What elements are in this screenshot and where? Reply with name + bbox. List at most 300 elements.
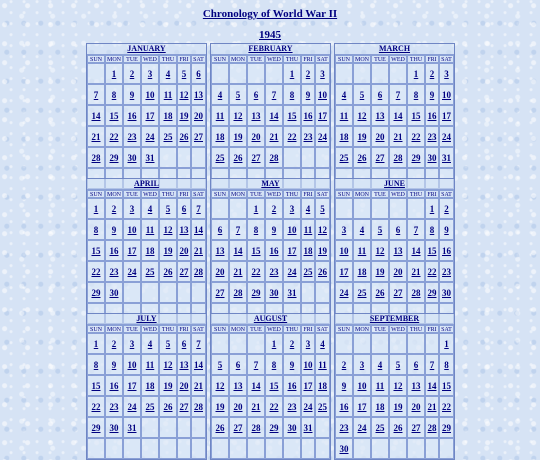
day-link[interactable]: 11	[315, 354, 330, 375]
day-link[interactable]: 10	[123, 219, 141, 240]
day-link[interactable]: 29	[439, 417, 454, 438]
day-link[interactable]: 24	[283, 261, 301, 282]
day-link[interactable]: 14	[407, 240, 425, 261]
day-link[interactable]: 27	[247, 147, 265, 168]
day-link[interactable]: 2	[425, 63, 439, 84]
day-link[interactable]: 7	[229, 219, 247, 240]
day-link[interactable]: 31	[301, 417, 315, 438]
day-link[interactable]: 11	[335, 105, 353, 126]
day-link[interactable]: 1	[439, 333, 454, 354]
day-link[interactable]: 12	[159, 219, 177, 240]
day-link[interactable]: 25	[371, 417, 389, 438]
day-link[interactable]: 15	[407, 105, 425, 126]
empty-day-cell	[371, 63, 389, 84]
day-link[interactable]: 19	[211, 396, 229, 417]
day-link[interactable]: 15	[87, 375, 105, 396]
weekday-header: TUE	[371, 325, 389, 333]
day-link[interactable]: 4	[335, 84, 353, 105]
day-link[interactable]: 17	[123, 375, 141, 396]
day-link[interactable]: 6	[177, 198, 191, 219]
day-link[interactable]: 29	[425, 282, 439, 303]
day-link[interactable]: 29	[247, 282, 265, 303]
day-link[interactable]: 30	[425, 147, 439, 168]
day-link[interactable]: 20	[371, 126, 389, 147]
day-link[interactable]: 7	[191, 198, 206, 219]
weekday-header: TUE	[247, 190, 265, 198]
day-link[interactable]: 16	[335, 396, 353, 417]
day-link[interactable]: 27	[177, 396, 191, 417]
day-link[interactable]: 12	[159, 354, 177, 375]
day-link[interactable]: 6	[229, 354, 247, 375]
day-link[interactable]: 23	[425, 126, 439, 147]
month-august	[210, 313, 331, 460]
day-link[interactable]: 10	[439, 84, 454, 105]
day-link[interactable]: 14	[87, 105, 105, 126]
day-link[interactable]: 24	[353, 417, 371, 438]
day-link[interactable]: 7	[389, 84, 407, 105]
day-link[interactable]: 30	[123, 147, 141, 168]
day-link[interactable]: 12	[229, 105, 247, 126]
day-link[interactable]: 30	[265, 282, 283, 303]
day-link[interactable]: 27	[211, 282, 229, 303]
day-link[interactable]: 25	[315, 396, 330, 417]
day-link[interactable]: 23	[301, 126, 315, 147]
day-link[interactable]: 22	[87, 261, 105, 282]
day-link[interactable]: 11	[211, 105, 229, 126]
day-link[interactable]: 23	[439, 261, 454, 282]
day-link[interactable]: 19	[159, 375, 177, 396]
day-link[interactable]: 10	[335, 240, 353, 261]
day-link[interactable]: 23	[105, 396, 123, 417]
empty-day-cell	[371, 333, 389, 354]
day-link[interactable]: 5	[159, 198, 177, 219]
day-link[interactable]: 30	[283, 417, 301, 438]
day-link[interactable]: 25	[141, 396, 159, 417]
empty-day-cell	[211, 438, 229, 459]
day-link[interactable]: 17	[315, 105, 330, 126]
day-link[interactable]: 7	[407, 219, 425, 240]
page-title[interactable]: Chronology of World War II	[202, 8, 338, 20]
day-link[interactable]: 23	[105, 261, 123, 282]
day-link[interactable]: 16	[123, 105, 141, 126]
day-link[interactable]: 22	[283, 126, 301, 147]
day-link[interactable]: 4	[371, 354, 389, 375]
day-link[interactable]: 18	[315, 375, 330, 396]
day-link[interactable]: 20	[177, 375, 191, 396]
day-link[interactable]: 4	[159, 63, 177, 84]
day-link[interactable]: 28	[265, 147, 283, 168]
day-link[interactable]: 26	[389, 417, 407, 438]
day-link[interactable]: 11	[371, 375, 389, 396]
day-link[interactable]: 19	[353, 126, 371, 147]
day-link[interactable]: 18	[301, 240, 315, 261]
day-link[interactable]: 4	[211, 84, 229, 105]
day-link[interactable]: 8	[87, 219, 105, 240]
day-link[interactable]: 16	[301, 105, 315, 126]
day-link[interactable]: 27	[177, 261, 191, 282]
day-link[interactable]: 8	[265, 354, 283, 375]
day-link[interactable]: 28	[425, 417, 439, 438]
day-link[interactable]: 5	[177, 63, 191, 84]
year-link[interactable]: 1945	[259, 29, 281, 41]
day-link[interactable]: 1	[407, 63, 425, 84]
day-link[interactable]: 2	[301, 63, 315, 84]
day-link[interactable]: 14	[229, 240, 247, 261]
day-link[interactable]: 9	[123, 84, 141, 105]
day-link[interactable]: 30	[105, 282, 123, 303]
day-link[interactable]: 5	[229, 84, 247, 105]
month-name-link[interactable]: FEBRUARY	[211, 44, 330, 55]
day-link[interactable]: 27	[389, 282, 407, 303]
weekday-header: THU	[407, 190, 425, 198]
day-link[interactable]: 19	[389, 396, 407, 417]
day-link[interactable]: 22	[105, 126, 123, 147]
day-link[interactable]: 5	[159, 333, 177, 354]
day-link[interactable]: 13	[177, 219, 191, 240]
day-link[interactable]: 8	[407, 84, 425, 105]
day-link[interactable]: 17	[283, 240, 301, 261]
month-name-link[interactable]: JUNE	[335, 179, 454, 190]
day-link[interactable]: 15	[87, 240, 105, 261]
day-link[interactable]: 2	[265, 198, 283, 219]
day-link[interactable]: 30	[105, 417, 123, 438]
day-link[interactable]: 11	[141, 354, 159, 375]
weekday-header: SAT	[191, 325, 206, 333]
day-link[interactable]: 26	[159, 261, 177, 282]
day-link[interactable]: 10	[301, 354, 315, 375]
day-link[interactable]: 28	[191, 261, 206, 282]
day-link[interactable]: 13	[407, 375, 425, 396]
day-link[interactable]: 9	[265, 219, 283, 240]
day-link[interactable]: 3	[301, 333, 315, 354]
day-link[interactable]: 12	[315, 219, 330, 240]
day-link[interactable]: 6	[191, 63, 206, 84]
day-link[interactable]: 20	[191, 105, 206, 126]
month-name-link[interactable]: JULY	[87, 314, 206, 325]
day-link[interactable]: 13	[247, 105, 265, 126]
day-link[interactable]: 3	[315, 63, 330, 84]
day-link[interactable]: 7	[87, 84, 105, 105]
day-link[interactable]: 21	[191, 375, 206, 396]
weekday-header: MON	[230, 327, 245, 333]
day-link[interactable]: 24	[335, 282, 353, 303]
day-link[interactable]: 25	[211, 147, 229, 168]
day-link[interactable]: 21	[229, 261, 247, 282]
day-link[interactable]: 1	[87, 198, 105, 219]
day-link[interactable]: 3	[123, 198, 141, 219]
day-link[interactable]: 6	[247, 84, 265, 105]
day-link[interactable]: 24	[141, 126, 159, 147]
day-link[interactable]: 15	[265, 375, 283, 396]
day-link[interactable]: 2	[439, 198, 454, 219]
day-link[interactable]: 31	[141, 147, 159, 168]
day-link[interactable]: 6	[371, 84, 389, 105]
day-link[interactable]: 2	[105, 198, 123, 219]
day-link[interactable]: 12	[371, 240, 389, 261]
day-link[interactable]: 28	[87, 147, 105, 168]
day-link[interactable]: 12	[353, 105, 371, 126]
day-link[interactable]: 24	[301, 396, 315, 417]
day-link[interactable]: 21	[407, 261, 425, 282]
day-link[interactable]: 11	[159, 84, 177, 105]
day-link[interactable]: 4	[141, 198, 159, 219]
day-link[interactable]: 27	[371, 147, 389, 168]
month-name-link[interactable]: APRIL	[87, 179, 206, 190]
day-link[interactable]: 22	[439, 396, 454, 417]
day-link[interactable]: 19	[177, 105, 191, 126]
day-link[interactable]: 13	[389, 240, 407, 261]
day-link[interactable]: 10	[353, 375, 371, 396]
day-link[interactable]: 4	[353, 219, 371, 240]
day-link[interactable]: 28	[191, 396, 206, 417]
day-link[interactable]: 16	[425, 105, 439, 126]
day-link[interactable]: 3	[123, 333, 141, 354]
day-link[interactable]: 18	[141, 375, 159, 396]
day-link[interactable]: 2	[123, 63, 141, 84]
day-link[interactable]: 20	[229, 396, 247, 417]
day-link[interactable]: 8	[247, 219, 265, 240]
day-link[interactable]: 25	[335, 147, 353, 168]
day-link[interactable]: 12	[211, 375, 229, 396]
day-link[interactable]: 26	[371, 282, 389, 303]
day-link[interactable]: 11	[141, 219, 159, 240]
day-link[interactable]: 13	[191, 84, 206, 105]
day-link[interactable]: 13	[177, 354, 191, 375]
day-link[interactable]: 14	[191, 354, 206, 375]
day-link[interactable]: 18	[211, 126, 229, 147]
day-link[interactable]: 18	[141, 240, 159, 261]
day-link[interactable]: 31	[123, 417, 141, 438]
day-link[interactable]: 20	[247, 126, 265, 147]
day-link[interactable]: 23	[265, 261, 283, 282]
day-link[interactable]: 28	[247, 417, 265, 438]
day-link[interactable]: 13	[371, 105, 389, 126]
day-link[interactable]: 8	[425, 219, 439, 240]
day-link[interactable]: 7	[265, 84, 283, 105]
day-link[interactable]: 8	[439, 354, 454, 375]
day-link[interactable]: 7	[191, 333, 206, 354]
day-link[interactable]: 30	[335, 438, 353, 459]
day-link[interactable]: 20	[177, 240, 191, 261]
day-link[interactable]: 21	[265, 126, 283, 147]
day-link[interactable]: 1	[87, 333, 105, 354]
day-link[interactable]: 24	[123, 396, 141, 417]
day-link[interactable]: 29	[265, 417, 283, 438]
day-link[interactable]: 6	[389, 219, 407, 240]
day-link[interactable]: 10	[141, 84, 159, 105]
weekday-header: SAT	[439, 55, 454, 63]
day-link[interactable]: 29	[87, 417, 105, 438]
day-link[interactable]: 9	[425, 84, 439, 105]
day-link[interactable]: 16	[265, 240, 283, 261]
day-link[interactable]: 12	[389, 375, 407, 396]
day-link[interactable]: 8	[283, 84, 301, 105]
day-link[interactable]: 22	[407, 126, 425, 147]
empty-day-cell	[335, 63, 353, 84]
day-link[interactable]: 15	[425, 240, 439, 261]
day-link[interactable]: 22	[87, 396, 105, 417]
day-link[interactable]: 21	[389, 126, 407, 147]
day-link[interactable]: 15	[439, 375, 454, 396]
day-link[interactable]: 27	[407, 417, 425, 438]
day-link[interactable]: 14	[389, 105, 407, 126]
day-link[interactable]: 6	[177, 333, 191, 354]
day-link[interactable]: 16	[439, 240, 454, 261]
day-link[interactable]: 3	[335, 219, 353, 240]
day-link[interactable]: 19	[159, 240, 177, 261]
day-link[interactable]: 10	[283, 219, 301, 240]
day-link[interactable]: 17	[141, 105, 159, 126]
day-link[interactable]: 31	[439, 147, 454, 168]
month-name-link[interactable]: AUGUST	[211, 314, 330, 325]
day-link[interactable]: 6	[407, 354, 425, 375]
month-january	[86, 43, 207, 190]
month-name-link[interactable]: MAY	[211, 179, 330, 190]
day-link[interactable]: 4	[315, 333, 330, 354]
day-link[interactable]: 8	[87, 354, 105, 375]
empty-day-cell	[247, 438, 265, 459]
day-link[interactable]: 29	[407, 147, 425, 168]
day-link[interactable]: 30	[439, 282, 454, 303]
day-link[interactable]: 7	[247, 354, 265, 375]
day-link[interactable]: 9	[105, 219, 123, 240]
day-link[interactable]: 20	[407, 396, 425, 417]
day-link[interactable]: 23	[123, 126, 141, 147]
day-link[interactable]: 23	[283, 396, 301, 417]
day-link[interactable]: 26	[211, 417, 229, 438]
day-link[interactable]: 2	[283, 333, 301, 354]
day-link[interactable]: 9	[105, 354, 123, 375]
day-link[interactable]: 20	[211, 261, 229, 282]
day-link[interactable]: 25	[159, 126, 177, 147]
day-link[interactable]: 18	[371, 396, 389, 417]
day-link[interactable]: 1	[265, 333, 283, 354]
day-link[interactable]: 1	[247, 198, 265, 219]
day-link[interactable]: 24	[439, 126, 454, 147]
day-link[interactable]: 26	[177, 126, 191, 147]
day-link[interactable]: 3	[283, 198, 301, 219]
day-link[interactable]: 14	[247, 375, 265, 396]
day-link[interactable]: 3	[141, 63, 159, 84]
day-link[interactable]: 9	[439, 219, 454, 240]
day-link[interactable]: 29	[105, 147, 123, 168]
day-link[interactable]: 11	[353, 240, 371, 261]
day-link[interactable]: 19	[371, 261, 389, 282]
day-link[interactable]: 26	[229, 147, 247, 168]
day-link[interactable]: 17	[301, 375, 315, 396]
day-link[interactable]: 5	[353, 84, 371, 105]
day-link[interactable]: 22	[265, 396, 283, 417]
day-link[interactable]: 1	[283, 63, 301, 84]
day-link[interactable]: 7	[425, 354, 439, 375]
day-link[interactable]: 21	[247, 396, 265, 417]
day-link[interactable]: 5	[315, 198, 330, 219]
day-link[interactable]: 17	[335, 261, 353, 282]
day-link[interactable]: 8	[105, 84, 123, 105]
day-link[interactable]: 16	[283, 375, 301, 396]
day-link[interactable]: 5	[389, 354, 407, 375]
day-link[interactable]: 14	[191, 219, 206, 240]
month-name-link[interactable]: JANUARY	[87, 44, 206, 55]
day-link[interactable]: 4	[301, 198, 315, 219]
day-link[interactable]: 19	[229, 126, 247, 147]
day-link[interactable]: 14	[265, 105, 283, 126]
month-name-link[interactable]: SEPTEMBER	[335, 314, 454, 325]
day-link[interactable]: 28	[229, 282, 247, 303]
day-link[interactable]: 25	[141, 261, 159, 282]
day-link[interactable]: 29	[87, 282, 105, 303]
day-link[interactable]: 3	[353, 354, 371, 375]
day-link[interactable]: 9	[335, 375, 353, 396]
day-link[interactable]: 13	[211, 240, 229, 261]
day-link[interactable]: 27	[191, 126, 206, 147]
day-link[interactable]: 10	[315, 84, 330, 105]
weekday-header: SAT	[191, 190, 206, 198]
day-link[interactable]: 23	[335, 417, 353, 438]
day-link[interactable]: 2	[105, 333, 123, 354]
day-link[interactable]: 10	[123, 354, 141, 375]
day-link[interactable]: 15	[105, 105, 123, 126]
day-link[interactable]: 16	[105, 375, 123, 396]
day-link[interactable]: 25	[353, 282, 371, 303]
day-link[interactable]: 22	[247, 261, 265, 282]
day-link[interactable]: 31	[283, 282, 301, 303]
day-link[interactable]: 20	[389, 261, 407, 282]
day-link[interactable]: 17	[439, 105, 454, 126]
day-link[interactable]: 25	[301, 261, 315, 282]
day-link[interactable]: 16	[105, 240, 123, 261]
day-link[interactable]: 15	[283, 105, 301, 126]
day-link[interactable]: 9	[301, 84, 315, 105]
day-link[interactable]: 13	[229, 375, 247, 396]
day-link[interactable]: 18	[159, 105, 177, 126]
day-link[interactable]: 19	[315, 240, 330, 261]
day-link[interactable]: 26	[315, 261, 330, 282]
day-link[interactable]: 28	[407, 282, 425, 303]
day-link[interactable]: 21	[191, 240, 206, 261]
day-link[interactable]: 17	[123, 240, 141, 261]
day-link[interactable]: 14	[425, 375, 439, 396]
day-link[interactable]: 17	[353, 396, 371, 417]
empty-day-cell	[141, 438, 159, 459]
day-link[interactable]: 9	[283, 354, 301, 375]
day-link[interactable]: 6	[211, 219, 229, 240]
day-link[interactable]: 18	[353, 261, 371, 282]
day-link[interactable]: 15	[247, 240, 265, 261]
day-link[interactable]: 24	[123, 261, 141, 282]
day-link[interactable]: 12	[177, 84, 191, 105]
day-link[interactable]: 4	[141, 333, 159, 354]
day-link[interactable]: 18	[335, 126, 353, 147]
day-link[interactable]: 28	[389, 147, 407, 168]
day-link[interactable]: 21	[87, 126, 105, 147]
day-link[interactable]: 5	[211, 354, 229, 375]
weekday-header: SAT	[315, 190, 330, 198]
day-link[interactable]: 26	[159, 396, 177, 417]
day-link[interactable]: 24	[315, 126, 330, 147]
day-link[interactable]: 22	[425, 261, 439, 282]
day-link[interactable]: 27	[229, 417, 247, 438]
day-link[interactable]: 21	[425, 396, 439, 417]
month-name-link[interactable]: MARCH	[335, 44, 454, 55]
day-link[interactable]: 1	[425, 198, 439, 219]
day-link[interactable]: 11	[301, 219, 315, 240]
day-link[interactable]: 26	[353, 147, 371, 168]
day-link[interactable]: 1	[105, 63, 123, 84]
day-link[interactable]: 2	[335, 354, 353, 375]
day-link[interactable]: 3	[439, 63, 454, 84]
day-link[interactable]: 5	[371, 219, 389, 240]
